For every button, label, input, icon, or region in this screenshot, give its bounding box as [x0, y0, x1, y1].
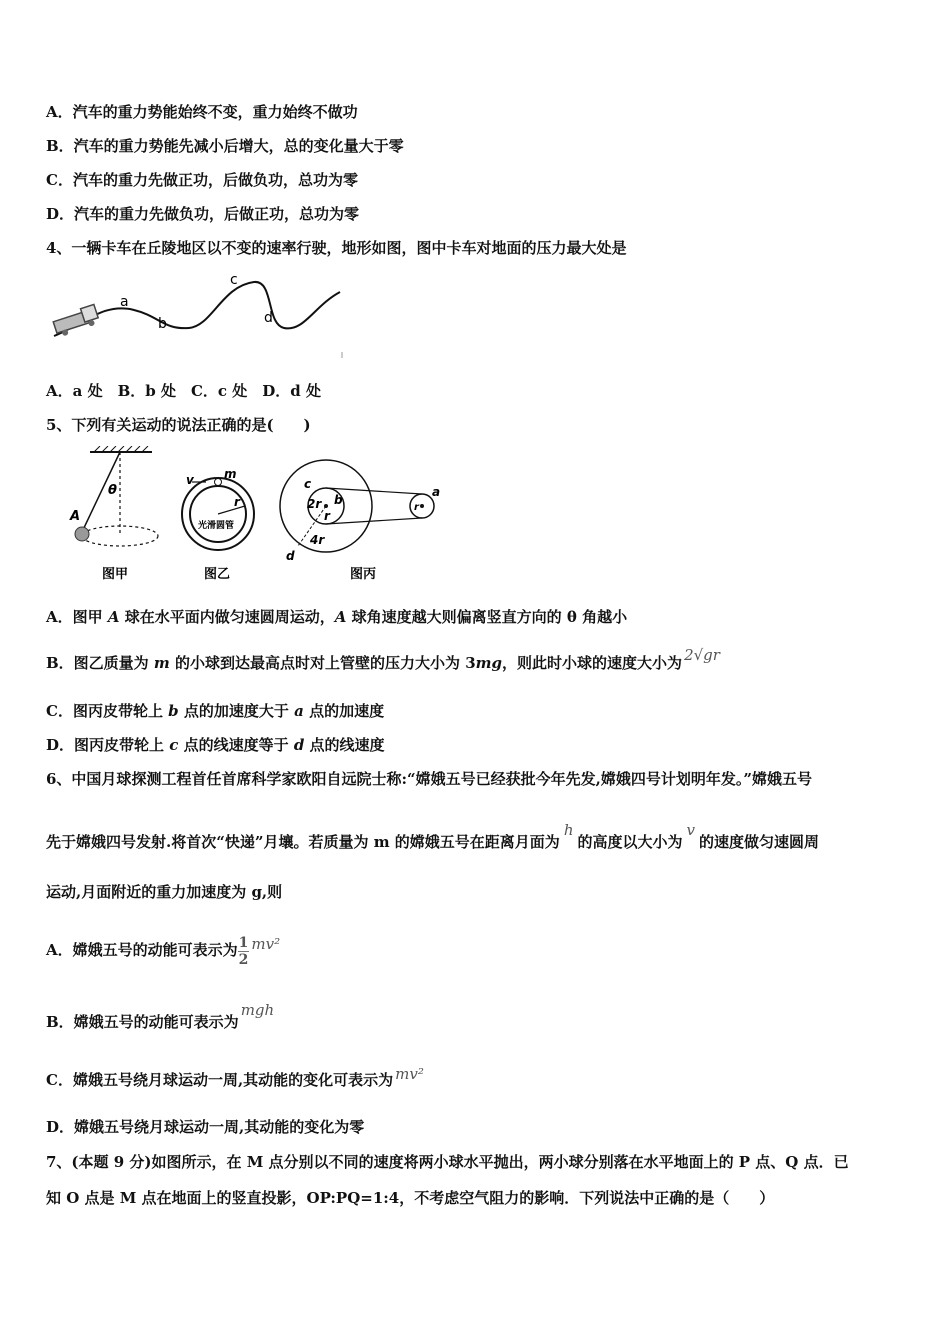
q6-line2a: 先于嫦娥四号发射.将首次“快递”月壤。若质量为 m 的嫦娥五号在距离月面为 — [46, 833, 560, 851]
q6-line1: 6、中国月球探测工程首任首席科学家欧阳自远院士称:“嫦娥五号已经获批今年先发,嫦娥四号计划明年发。”嫦娥五号 — [46, 770, 812, 788]
fig-bing-a: a — [432, 485, 441, 499]
q6-option-a — [46, 926, 280, 974]
fig-yi-r: r — [234, 495, 240, 509]
q5-optC-v2: a — [294, 702, 304, 720]
q7-line1: 7、(本题 9 分)如图所示，在 M 点分别以不同的速度将两小球水平抛出，两小球分别落在水平地面上的 P 点、Q 点．已 — [46, 1153, 849, 1171]
fig-jia-theta: θ — [108, 483, 117, 498]
fig-bing-2r: 2r — [307, 497, 322, 511]
q6-line2b: 的高度以大小为 — [577, 833, 683, 851]
q5-optB-v1: m — [153, 654, 170, 672]
q6-line2 — [46, 821, 819, 852]
terrain-label-b: b — [158, 316, 167, 332]
q6-v: v — [686, 821, 695, 839]
ball-a — [75, 527, 89, 541]
q5-optA-p3: 球角速度越大则偏离竖直方向的 θ 角越小 — [346, 608, 628, 626]
q5-optC-p2: 点的加速度大于 — [178, 702, 295, 720]
q6-optC-math: mv² — [395, 1065, 424, 1083]
fig-bing-c: c — [304, 477, 312, 491]
q3-option-a: A．汽车的重力势能始终不变，重力始终不做功 — [46, 103, 358, 121]
q5-stem: 5、下列有关运动的说法正确的是( ) — [46, 416, 311, 434]
fig-bing — [280, 460, 440, 582]
q5-optC-p1: C．图丙皮带轮上 — [46, 702, 169, 720]
fig-bing-d: d — [286, 549, 295, 563]
q5-optC-p3: 点的加速度 — [303, 702, 385, 720]
q6-optA-num: 1 — [238, 934, 249, 951]
truck-icon — [52, 304, 100, 338]
q3-option-d: D．汽车的重力先做负功，后做正功，总功为零 — [46, 205, 360, 223]
fig-bing-r-small: r — [414, 502, 419, 513]
q5-optB-p1: B．图乙质量为 — [46, 654, 154, 672]
terrain-label-a: a — [120, 294, 129, 310]
q6-option-d: D．嫦娥五号绕月球运动一周,其动能的变化为零 — [46, 1118, 365, 1136]
fig-yi-caption: 图乙 — [204, 567, 231, 582]
q6-option-c — [46, 1065, 424, 1090]
q6-optA-fraction — [238, 935, 250, 968]
q6-optB-math: mgh — [240, 1001, 275, 1019]
fig-yi — [182, 467, 254, 582]
q5-optA-p2: 球在水平面内做匀速圆周运动， — [119, 608, 335, 626]
fig-yi-m: m — [224, 467, 237, 481]
q6-option-b — [46, 1001, 275, 1032]
q5-optD-p1: D．图丙皮带轮上 — [46, 736, 170, 754]
q5-figures — [60, 446, 460, 586]
q5-optA-v1: A — [107, 608, 120, 626]
q5-optB-p2: 的小球到达最高点时对上管壁的压力大小为 3 — [169, 654, 476, 672]
fig-jia — [69, 446, 158, 582]
q6-optC-text: C．嫦娥五号绕月球运动一周,其动能的变化可表示为 — [46, 1071, 394, 1089]
q5-option-c — [46, 701, 384, 721]
q5-optA-v2: A — [334, 608, 347, 626]
fig-yi-v: v — [186, 473, 194, 487]
fig-bing-r: r — [324, 509, 330, 523]
fig-yi-tube-label: 光滑圆管 — [198, 521, 235, 531]
q5-optB-math: 2√gr — [684, 646, 720, 664]
q5-option-b — [46, 646, 720, 673]
q5-option-a — [46, 607, 627, 627]
terrain-curve — [54, 282, 340, 336]
q3-option-c: C．汽车的重力先做正功，后做负功，总功为零 — [46, 171, 358, 189]
q4-terrain-figure — [44, 266, 354, 362]
q6-line2c: 的速度做匀速圆周 — [698, 833, 819, 851]
q5-optC-v1: b — [168, 702, 179, 720]
q6-optB-text: B．嫦娥五号的动能可表示为 — [46, 1013, 239, 1031]
terrain-label-d: d — [264, 310, 273, 326]
fig-bing-b: b — [334, 493, 343, 507]
q5-optD-p2: 点的线速度等于 — [178, 736, 294, 754]
q6-line3: 运动,月面附近的重力加速度为 g,则 — [46, 883, 283, 901]
q6-h: h — [563, 821, 574, 839]
q5-optA-p1: A．图甲 — [46, 608, 108, 626]
q3-option-b: B．汽车的重力势能先减小后增大，总的变化量大于零 — [46, 137, 404, 155]
q6-optA-math: mv² — [251, 935, 281, 953]
terrain-label-c: c — [230, 272, 238, 288]
q6-optA-den: 2 — [238, 951, 249, 968]
q5-optD-p3: 点的线速度 — [304, 736, 385, 754]
q7-line2: 知 O 点是 M 点在地面上的竖直投影，OP:PQ=1:4，不考虑空气阻力的影响．下列说法中正确的是（ ） — [46, 1189, 775, 1207]
q4-options: A．a 处 B．b 处 C．c 处 D．d 处 — [46, 382, 321, 400]
fig-jia-ball-label: A — [70, 509, 81, 524]
q4-stem: 4、一辆卡车在丘陵地区以不变的速率行驶，地形如图，图中卡车对地面的压力最大处是 — [46, 239, 627, 257]
q5-optB-v2: mg — [475, 654, 503, 672]
q5-optB-p3: ，则此时小球的速度大小为 — [502, 654, 683, 672]
q5-optD-v1: c — [169, 736, 179, 754]
q5-optD-v2: d — [293, 736, 305, 754]
q5-option-d — [46, 735, 385, 755]
fig-bing-4r: 4r — [310, 533, 325, 547]
fig-bing-caption: 图丙 — [350, 567, 377, 582]
fig-jia-caption: 图甲 — [102, 567, 129, 582]
q6-optA-text: A．嫦娥五号的动能可表示为 — [46, 941, 238, 959]
